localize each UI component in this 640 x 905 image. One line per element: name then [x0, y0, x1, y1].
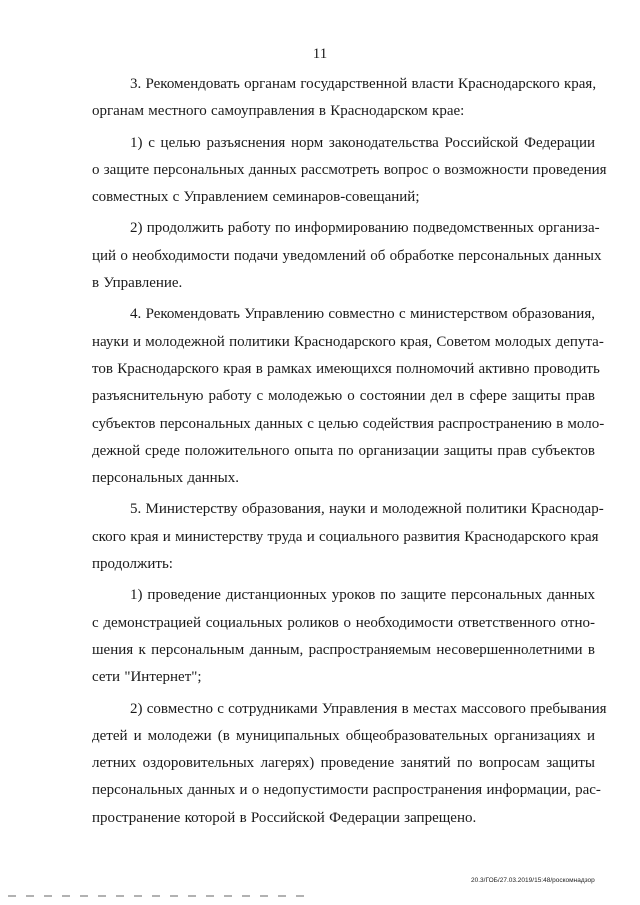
text-line: совместных с Управлением семинаров-совещаний; [92, 189, 420, 206]
page-number: 11 [312, 46, 328, 62]
paragraph [92, 215, 602, 297]
paragraph [92, 71, 595, 126]
text-line: 4. Рекомендовать Управлению совместно с министерством образования, [130, 306, 595, 323]
text-line: 1) проведение дистанционных уроков по защите персональных данных [130, 587, 595, 604]
paragraph [92, 301, 605, 492]
text-line: сети "Интернет"; [92, 669, 202, 686]
text-line: органам местного самоуправления в Краснодарском крае: [92, 103, 465, 120]
text-line: шения к персональным данным, распространяемым несовершеннолетними в [92, 641, 595, 658]
text-line: о защите персональных данных рассмотреть вопрос о возможности проведения [92, 161, 607, 178]
text-line: ского края и министерству труда и социального развития Краснодарского края [92, 528, 599, 545]
text-line: 2) совместно с сотрудниками Управления в местах массового пребывания [130, 700, 607, 717]
document-body [92, 71, 607, 836]
text-line: субъектов персональных данных с целью содействия распространению в моло- [92, 415, 605, 432]
text-line: персональных данных и о недопустимости распространения информации, рас- [92, 782, 601, 799]
text-line: пространение которой в Российской Федерации запрещено. [92, 809, 477, 826]
text-line: летних оздоровительных лагерях) проведение занятий по вопросам защиты [92, 755, 595, 772]
text-line: детей и молодежи (в муниципальных общеобразовательных организациях и [92, 727, 595, 744]
text-line: тов Краснодарского края в рамках имеющихся полномочий активно проводить [92, 360, 600, 377]
text-line: науки и молодежной политики Краснодарского края, Советом молодых депута- [92, 333, 604, 350]
text-line: в Управление. [92, 275, 183, 292]
text-line: ций о необходимости подачи уведомлений об обработке персональных данных [92, 247, 602, 264]
paragraph [92, 496, 604, 578]
text-line: разъяснительную работу с молодежью о состоянии дел в сфере защиты прав [92, 388, 595, 405]
scan-edge-dashes [8, 895, 308, 897]
text-line: с демонстрацией социальных роликов о необходимости ответственного отно- [92, 614, 595, 631]
text-line: 2) продолжить работу по информированию подведомственных организа- [130, 220, 600, 237]
paragraph [92, 582, 595, 691]
text-line: 3. Рекомендовать органам государственной власти Краснодарского края, [130, 76, 597, 92]
text-line: персональных данных. [92, 470, 240, 487]
text-line: 1) с целью разъяснения норм законодательства Российской Федерации [130, 134, 595, 151]
text-line: дежной среде положительного опыта по организации защиты прав субъектов [92, 442, 595, 459]
text-line: 5. Министерству образования, науки и молодежной политики Краснодар- [130, 501, 604, 518]
text-line: продолжить: [92, 556, 173, 573]
paragraph [92, 130, 607, 212]
footer-stamp: 20.3/ГОБ/27.03.2019/15:48/роскомнадзор [471, 877, 595, 884]
paragraph [92, 696, 607, 832]
